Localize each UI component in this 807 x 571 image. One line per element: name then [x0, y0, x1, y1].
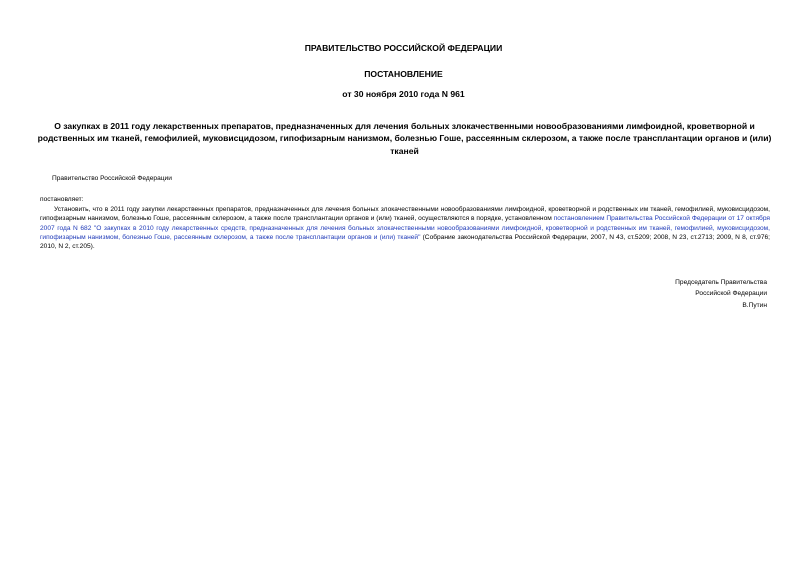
referenced-resolution-link[interactable]: постановлением Правительства Российской Федерации от 17 октября 2007 года N 682 "О закупках в 2010 году лекарственных средств, предназначенных для лечения больных злокачественными новообразованиями лимфоидной, кроветворной и родственных им тканей, гемофилией, муковисцидозом, гипофизарным нанизмом, болезнью Гоше, рассеянным склерозом, а также после трансплантации органов и (или) тканей" [40, 215, 770, 241]
signature-position-line2: Российской Федерации [695, 290, 767, 298]
document-type: ПОСТАНОВЛЕНИЕ [364, 69, 443, 79]
signature-name: В.Путин [742, 301, 767, 309]
resolution-paragraph [40, 205, 770, 251]
paragraph-text-before: Установить, что в 2011 году закупки лекарственных препаратов, предназначенных для лечения больных злокачественными новообразованиями лимфоидной, кроветворной и родственных им тканей, гемофилией, муковисцидозом, гипофизарным нанизмом, болезнью Гоше, рассеянным склерозом, а также после трансплантации органов и (или) тканей, осуществляются в порядке, установленном [40, 206, 770, 223]
signature-block [675, 277, 767, 311]
preamble-decides: постановляет: [40, 196, 84, 203]
paragraph-text-after: (Собрание законодательства Российской Федерации, 2007, N 43, ст.5209; 2008, N 23, ст.2713; 2009, N 8, ст.976; 2010, N 2, ст.205). [40, 233, 770, 251]
government-title: ПРАВИТЕЛЬСТВО РОССИЙСКОЙ ФЕДЕРАЦИИ [304, 43, 503, 53]
document-subject: О закупках в 2011 году лекарственных препаратов, предназначенных для лечения больных злокачественными новообразованиями лимфоидной, кроветворной и родственных им тканей, гемофилией, муковисцидозом, гипофизарным нанизмом, болезнью Гоше, рассеянным склерозом, а также после трансплантации органов и (или) тканей [37, 121, 772, 156]
preamble-government: Правительство Российской Федерации [52, 175, 172, 182]
signature-position-line1: Председатель Правительства [675, 279, 767, 286]
document-date-number: от 30 ноября 2010 года N 961 [342, 89, 465, 99]
